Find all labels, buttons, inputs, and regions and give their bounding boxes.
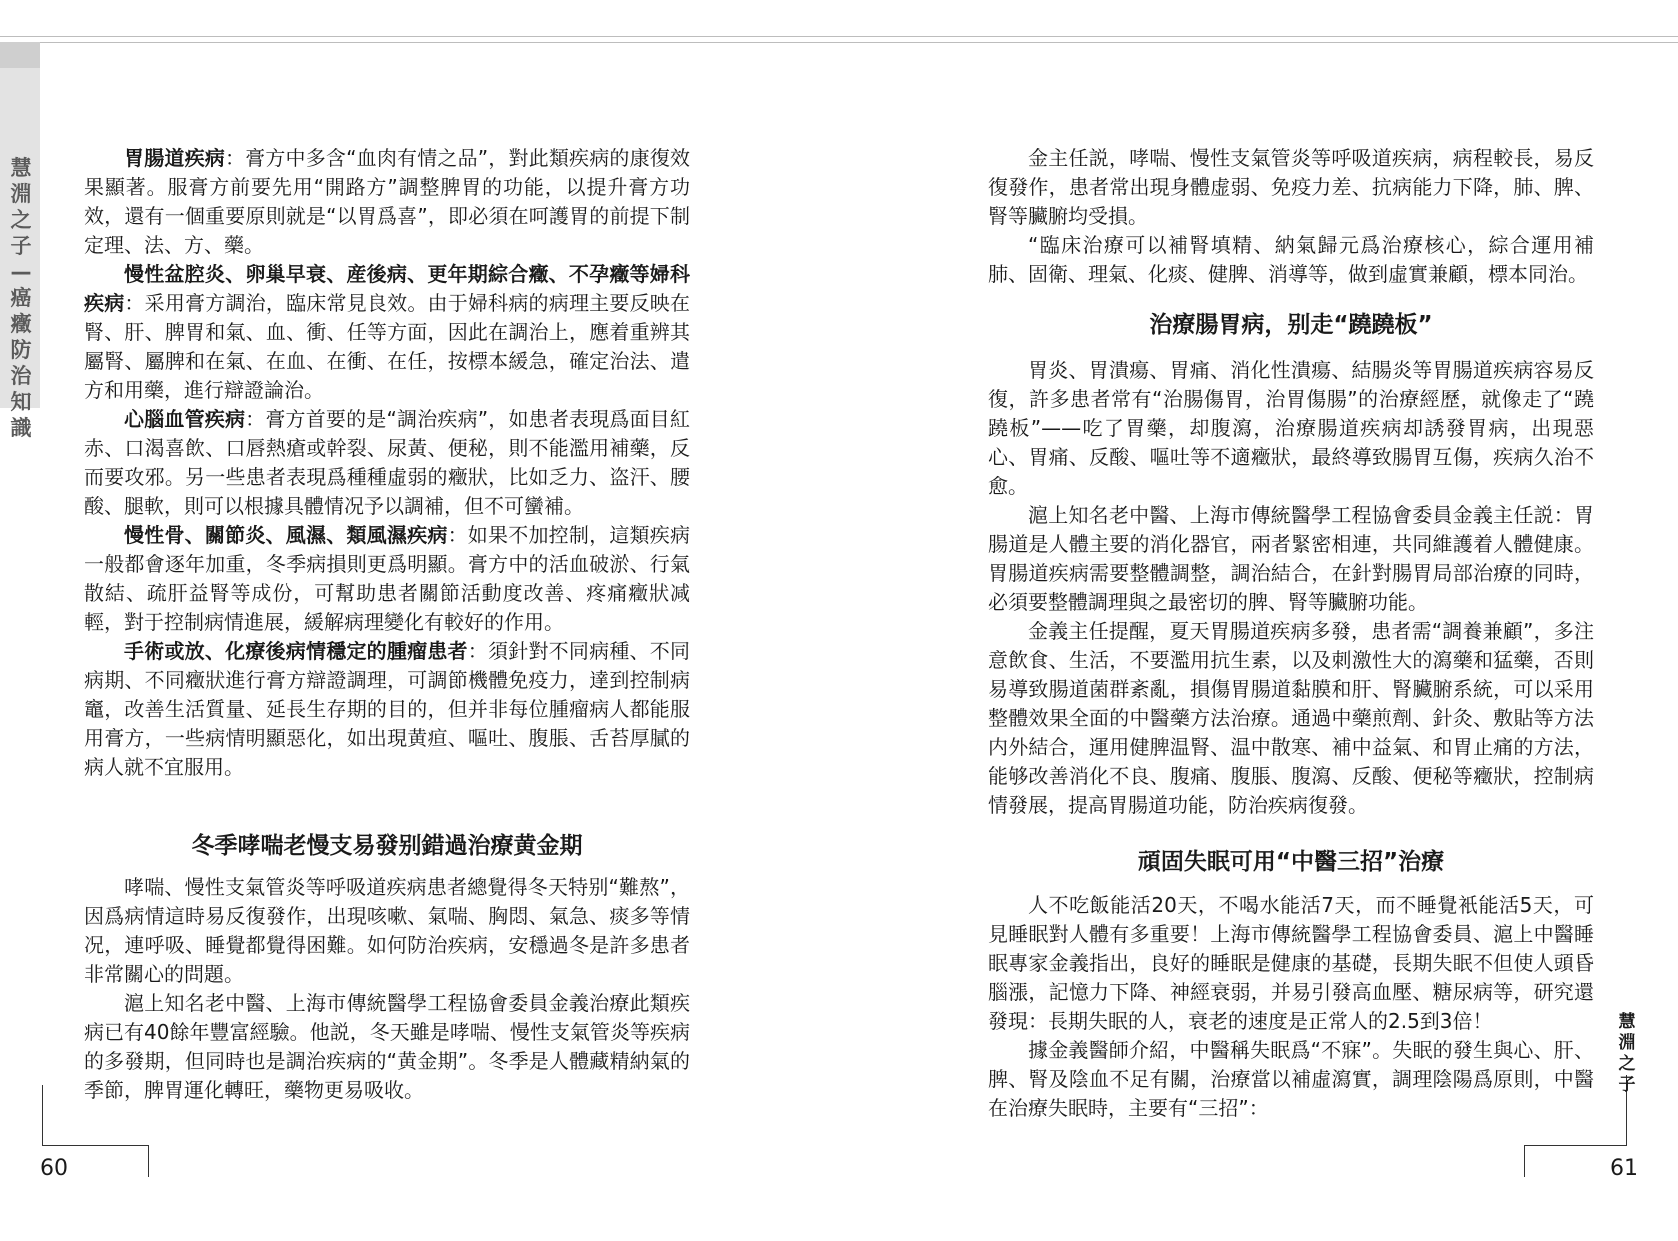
paragraph [84,521,690,637]
corner-mark-left-v2 [148,1145,149,1177]
left-page-body [84,144,690,1105]
corner-mark-left-h [42,1145,148,1146]
paragraph-text: ：膏方首要的是“調治疾病”，如患者表現爲面目紅赤、口渴喜飲、口唇熱瘡或幹裂、尿黃、便秘，則不能濫用補藥，反而要攻邪。另一些患者表現爲種種虛弱的癥狀，比如乏力、盗汗、腰酸、腿軟，則可以根據具體情况予以調補，但不可蠻補。 [84,407,691,518]
paragraph-text: ：須針對不同病種、不同病期、不同癥狀進行膏方辯證調理，可調節機體免疫力，達到控制病竈，改善生活質量、延長生存期的目的，但并非每位腫瘤病人都能服用膏方，一些病情明顯惡化，如出現黄疸、嘔吐、腹脹、舌苔厚膩的病人就不宜服用。 [84,639,691,779]
paragraph: 金主任説，哮喘、慢性支氣管炎等呼吸道疾病，病程較長，易反復發作，患者常出現身體虚弱、免疫力差、抗病能力下降，肺、脾、腎等臟腑均受損。 [988,146,1594,228]
page-number-right: 61 [1610,1156,1638,1181]
paragraph-text: ：如果不加控制，這類疾病一般都會逐年加重，冬季病損則更爲明顯。膏方中的活血破淤、行氣散結、疏肝益腎等成份，可幫助患者關節活動度改善、疼痛癥狀减輕，對于控制病情進展，緩解病理變化有較好的作用。 [84,523,691,634]
paragraph-lead: 慢性盆腔炎、卵巢早衰、産後病、更年期綜合癥、不孕癥等婦科疾病 [84,262,690,315]
paragraph: 人不吃飯能活20天，不喝水能活7天，而不睡覺衹能活5天，可見睡眠對人體有多重要！上海市傳統醫學工程協會委員、滬上中醫睡眠專家金義指出，良好的睡眠是健康的基礎，長期失眠不但使人頭昏腦漲，記憶力下降、神經衰弱，并易引發高血壓、糖尿病等，研究還發現：長期失眠的人，衰老的速度是正常人的2.5到3倍！ [988,893,1594,1033]
corner-mark-right-h [1524,1145,1627,1146]
corner-mark-right-v2 [1524,1145,1525,1177]
header-rule-bottom [0,42,1678,43]
paragraph: 哮喘、慢性支氣管炎等呼吸道疾病患者總覺得冬天特别“難熬”，因爲病情這時易反復發作，出現咳嗽、氣喘、胸悶、氣急、痰多等情况，連呼吸、睡覺都覺得困難。如何防治疾病，安穩過冬是許多患者非常關心的問題。 [84,875,690,986]
header-rule-top [0,36,1678,37]
paragraph [84,144,690,260]
paragraph: “臨床治療可以補腎填精、納氣歸元爲治療核心，綜合運用補肺、固衛、理氣、化痰、健脾、消導等，做到虛實兼顧，標本同治。 [988,233,1594,286]
paragraph [84,405,690,521]
paragraph: 滬上知名老中醫、上海市傳統醫學工程協會委員金義主任説：胃腸道是人體主要的消化器官，兩者緊密相連，共同維護着人體健康。胃腸道疾病需要整體調整，調治結合，在針對腸胃局部治療的同時，必須要整體調理與之最密切的脾、腎等臟腑功能。 [988,503,1594,614]
paragraph: 金義主任提醒，夏天胃腸道疾病多發，患者需“調養兼顧”，多注意飲食、生活，不要濫用抗生素，以及刺激性大的瀉藥和猛藥，否則易導致腸道菌群紊亂，損傷胃腸道黏膜和肝、腎臟腑系統，可以采用整體效果全面的中醫藥方法治療。通過中藥煎劑、針灸、敷貼等方法内外結合，運用健脾温腎、温中散寒、補中益氣、和胃止痛的方法，能够改善消化不良、腹痛、腹脹、腹瀉、反酸、便秘等癥狀，控制病情發展，提高胃腸道功能，防治疾病復發。 [988,619,1594,817]
paragraph [84,260,690,405]
side-tab-cap [0,42,40,68]
right-page-body [988,144,1594,1123]
paragraph-text: ：膏方中多含“血肉有情之品”，對此類疾病的康復效果顯著。服膏方前要先用“開路方”調整脾胃的功能，以提升膏方功效，還有一個重要原則就是“以胃爲喜”，即必須在呵護胃的前提下制定理、法、方、藥。 [84,146,691,257]
page-number-left: 60 [40,1156,68,1181]
paragraph-lead: 胃腸道疾病 [124,146,225,170]
paragraph: 胃炎、胃潰瘍、胃痛、消化性潰瘍、結腸炎等胃腸道疾病容易反復，許多患者常有“治腸傷胃，治胃傷腸”的治療經歷，就像走了“蹺蹺板”——吃了胃藥，却腹瀉，治療腸道疾病却誘發胃病，出現惡心、胃痛、反酸、嘔吐等不適癥狀，最終導致腸胃互傷，疾病久治不愈。 [988,358,1594,498]
paragraph-lead: 心腦血管疾病 [124,407,246,431]
paragraph [84,637,690,782]
section-heading: 冬季哮喘老慢支易發别錯過治療黄金期 [191,833,583,859]
section-heading: 治療腸胃病，别走“蹺蹺板” [1149,312,1433,338]
right-spine-label: 慧淵之子 [1618,1012,1636,1095]
paragraph: 據金義醫師介紹，中醫稱失眠爲“不寐”。失眠的發生與心、肝、脾、腎及陰血不足有關，治療當以補虛瀉實，調理陰陽爲原則，中醫在治療失眠時，主要有“三招”： [988,1038,1594,1120]
paragraph-lead: 慢性骨、關節炎、風濕、類風濕疾病 [124,523,448,547]
corner-mark-left-v [42,1085,43,1145]
side-tab-label: 慧淵之子—癌癥防治知識 [10,156,32,440]
paragraph: 滬上知名老中醫、上海市傳統醫學工程協會委員金義治療此類疾病已有40餘年豐富經驗。他説，冬天雖是哮喘、慢性支氣管炎等疾病的多發期，但同時也是調治疾病的“黄金期”。冬季是人體藏精納氣的季節，脾胃運化轉旺，藥物更易吸收。 [84,991,690,1102]
paragraph-lead: 手術或放、化療後病情穩定的腫瘤患者 [124,639,468,663]
section-heading: 頑固失眠可用“中醫三招”治療 [1137,849,1445,875]
paragraph-text: ：采用膏方調治，臨床常見良效。由于婦科病的病理主要反映在腎、肝、脾胃和氣、血、衝、任等方面，因此在調治上，應着重辨其屬腎、屬脾和在氣、在血、在衝、在任，按標本緩急，確定治法、遣方和用藥，進行辯證論治。 [84,291,691,402]
